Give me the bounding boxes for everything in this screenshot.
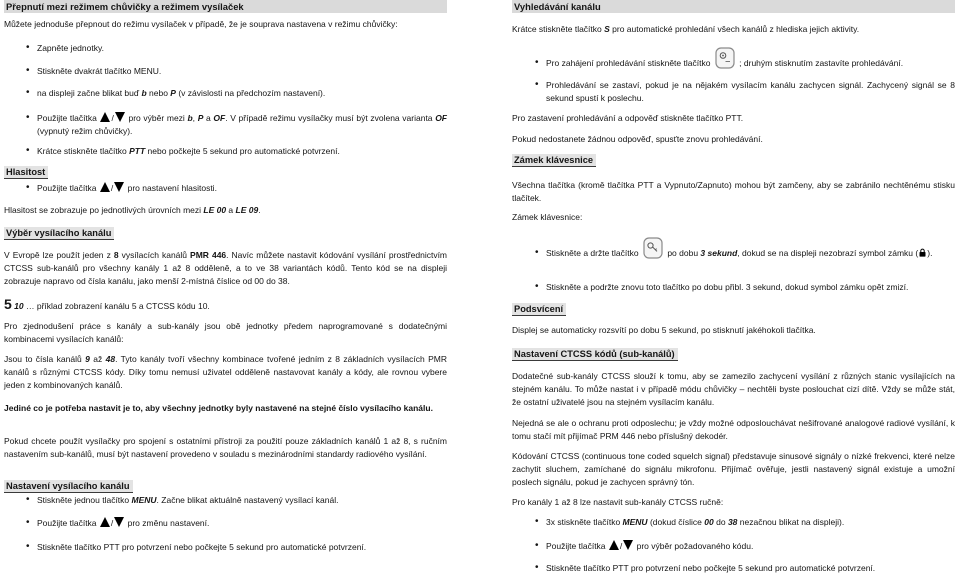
list-item: [37, 145, 447, 158]
text-run: Stiskněte a podržte znovu toto tlačítko po dobu přibl. 3 sekund, dokud symbol zámku opět zmizí.: [546, 282, 909, 292]
backlight-text: Displej se automaticky rozsvítí po dobu 5 sekund, po stisknutí jakéhokoli tlačítka.: [512, 325, 816, 335]
mode-switch-intro: Můžete jednoduše přepnout do režimu vysílaček v případě, že je souprava nastavena v režimu chůvičky:: [4, 19, 398, 29]
section-heading-keylock: Zámek klávesnice: [512, 154, 596, 167]
ctcss-paragraph: Dodatečné sub-kanály CTCSS slouží k tomu, aby se zamezilo zachycení vysílání z různých stanic vysílajících na stejném kanálu. To může nastat i v případě módu chůvičky – nechtěli byste poslouchat cizí dítě. Vždy se může stát, že ostatní uživatelé jsou na stejném vysílacím kanálu.: [512, 371, 955, 407]
list-item: [37, 541, 447, 554]
text-run: Stiskněte dvakrát tlačítko MENU.: [37, 66, 162, 76]
channel-paragraph: Pro zjednodušení práce s kanály a sub-kanály jsou obě jednotky předem naprogramované s dodatečnými kombinacemi vysílacích kanálů:: [4, 321, 447, 344]
text-run: Použijte tlačítka: [37, 518, 99, 528]
text-run: Stiskněte jednou tlačítko: [37, 495, 132, 505]
scan-reply-note: Pro zastavení prohledávání a odpověď stiskněte tlačítko PTT.: [512, 113, 744, 123]
emphasized-text: 38: [727, 517, 738, 527]
up-arrow-icon: [100, 182, 110, 192]
list-item: [37, 517, 447, 530]
text-run: V Evropě lze použít jeden z: [4, 250, 114, 260]
text-run: . Navíc můžete nastavit kódování vysílání prostřednictvím CTCSS sub-kanálů pro všechny kanály 1 až 8 odděleně, a to ve 38 variantách kódů. Tento kód se na displeji zobrazuje napravo od čísla kanálu, jako menší 2-místná číslice od 00 do 38.: [4, 250, 448, 286]
down-arrow-icon: [114, 517, 124, 527]
channel-important-note: Jediné co je potřeba nastavit je to, aby všechny jednotky byly nastavené na stejné číslo vysílacího kanálu.: [4, 403, 433, 413]
down-arrow-icon: [623, 540, 633, 550]
text-run: Použijte tlačítka: [37, 183, 99, 193]
emphasized-text: 3 sekund: [700, 248, 738, 258]
text-run: . Tyto kanály tvoří všechny kombinace tvořené jedním z 8 základních vysílacích PMR kanálů s různými CTCSS kódy. Díky tomu nemusí uživatel odděleně nastavovat kanály a kódy, ale rovnou vybere jeden z kombinovaných kanálů.: [4, 354, 448, 390]
down-arrow-icon: [114, 182, 124, 192]
section-heading-channel-setup: Nastavení vysílacího kanálu: [4, 480, 133, 493]
list-item: [546, 516, 955, 529]
text-run: ).: [927, 248, 933, 258]
text-run: a: [226, 205, 236, 215]
list-item: [546, 540, 955, 553]
text-run: … příklad zobrazení kanálu 5 a CTCSS kódu 10.: [23, 301, 210, 311]
text-run: po dobu: [664, 248, 701, 258]
text-run: (vypnutý režim chůvičky).: [37, 125, 133, 136]
up-arrow-icon: [100, 112, 110, 122]
text-run: nezačnou blikat na displeji).: [737, 517, 845, 527]
list-item: [546, 247, 955, 260]
text-run: až: [89, 354, 106, 364]
volume-note: [4, 204, 447, 217]
keylock-label: Zámek klávesnice:: [512, 212, 583, 222]
text-run: Stiskněte tlačítko PTT pro potvrzení nebo počkejte 5 sekund pro automatické potvrzení.: [546, 563, 876, 573]
text-run: ; druhým stisknutím zastavíte prohledávání.: [736, 58, 904, 68]
padlock-icon: [919, 248, 926, 257]
emphasized-text: PMR 446: [190, 250, 227, 260]
list-item: [37, 112, 447, 138]
text-run: Krátce stiskněte tlačítko: [512, 24, 605, 34]
emphasized-text: 5: [4, 296, 12, 312]
emphasized-text: OF: [435, 113, 447, 123]
text-run: /: [111, 113, 114, 123]
emphasized-text: 48: [105, 354, 116, 364]
list-item: [37, 65, 447, 78]
text-run: pro výběr mezi: [125, 113, 188, 123]
emphasized-text: LE 09: [235, 205, 259, 215]
channel-display-example: [4, 297, 447, 314]
section-heading-volume: Hlasitost: [4, 166, 48, 179]
scan-retry-note: Pokud nedostanete žádnou odpověď, spusťte znovu prohledávání.: [512, 134, 763, 144]
text-run: Pro zahájení prohledávání stiskněte tlačítko: [546, 58, 713, 68]
text-run: 3x stiskněte tlačítko: [546, 517, 623, 527]
list-item: [37, 182, 447, 195]
text-run: Stiskněte a držte tlačítko: [546, 248, 641, 258]
lock-button-icon: [643, 248, 663, 256]
ctcss-paragraph: Nejedná se ale o ochranu proti odposlechu; je vždy možné odposlouchávat nešifrované analogové radiové vysílání, k tomu stačí mít přijímač PRM 446 nebo příslušný dekodér.: [512, 418, 955, 441]
emphasized-text: 10: [14, 301, 24, 311]
text-run: do: [713, 517, 728, 527]
channel-paragraph: [4, 353, 447, 391]
text-run: ,: [192, 113, 198, 123]
section-heading-ctcss: Nastavení CTCSS kódů (sub-kanálů): [512, 348, 678, 361]
emphasized-text: MENU: [622, 517, 648, 527]
text-run: (v závislosti na předchozím nastavení).: [175, 88, 326, 98]
text-run: Zapněte jednotky.: [37, 43, 104, 53]
text-run: pro automatické prohledání všech kanálů z hlediska jejich aktivity.: [609, 24, 860, 34]
emphasized-text: 8: [113, 250, 119, 260]
text-run: Krátce stiskněte tlačítko: [37, 146, 130, 156]
text-run: Použijte tlačítka: [37, 113, 100, 123]
list-item: [37, 87, 447, 100]
text-run: Hlasitost se zobrazuje po jednotlivých úrovních mezi: [4, 205, 204, 215]
text-run: vysílacích kanálů: [118, 250, 191, 260]
emphasized-text: PTT: [129, 146, 146, 156]
text-run: /: [110, 183, 114, 193]
text-run: (dokud číslice: [647, 517, 705, 527]
text-run: , dokud se na displeji nezobrazí symbol zámku (: [737, 248, 919, 258]
keylock-intro: Všechna tlačítka (kromě tlačítka PTT a Vypnuto/Zapnuto) mohou být zamčeny, aby se zabránilo nechtěnému stisku tlačítek.: [512, 180, 955, 203]
scan-button-icon: [715, 58, 735, 66]
up-arrow-icon: [100, 517, 110, 527]
text-run: pro výběr požadovaného kódu.: [634, 541, 754, 551]
down-arrow-icon: [115, 112, 125, 122]
text-run: /: [619, 541, 623, 551]
up-arrow-icon: [609, 540, 619, 550]
emphasized-text: b: [141, 88, 147, 98]
ctcss-paragraph: Kódování CTCSS (continuous tone coded squelch signal) představuje sinusové signály o nízké frekvenci, které nelze zachytit sluchem, zamíchané do signálu mikrofonu. Přijímač ověřuje, jestli nastavený signál existuje a umožní poslech signálu, pokud je zachycen správný tón.: [512, 451, 955, 487]
text-run: Jsou to čísla kanálů: [4, 354, 86, 364]
channel-paragraph: [4, 249, 447, 287]
emphasized-text: 9: [85, 354, 90, 364]
list-item: [37, 494, 447, 507]
list-item: [546, 562, 955, 575]
text-run: na displeji začne blikat buď: [37, 88, 142, 98]
text-run: .: [258, 205, 261, 215]
section-title-mode-switch: Přepnutí mezi režimem chůvičky a režimem vysílaček: [4, 0, 447, 13]
text-run: Prohledávání se zastaví, pokud je na nějakém vysílacím kanálu zachycen signál. Zachycený signál se 8 sekund spustí k poslechu.: [546, 80, 955, 103]
channel-paragraph: Pokud chcete použít vysílačky pro spojení s ostatními přístroji za použití pouze základních kanálů 1 až 8, s ručním nastavením sub-kanálů, musí být nastavení provedeno v souladu s mezinárodními standardy radiového vysílání.: [4, 436, 447, 459]
text-run: /: [110, 518, 114, 528]
section-heading-backlight: Podsvícení: [512, 303, 566, 316]
text-run: Použijte tlačítka: [546, 541, 608, 551]
list-item: [546, 79, 955, 105]
list-item: [546, 57, 955, 70]
emphasized-text: OF: [213, 113, 226, 123]
emphasized-text: b: [187, 113, 193, 123]
text-run: . Začne blikat aktuálně nastavený vysílací kanál.: [156, 495, 339, 505]
section-heading-channel-select: Výběr vysílacího kanálu: [4, 227, 114, 240]
text-run: a: [203, 113, 214, 123]
section-title-channel-scan: Vyhledávání kanálu: [512, 0, 955, 13]
list-item: [546, 281, 955, 294]
scan-intro: [512, 23, 955, 36]
ctcss-paragraph: Pro kanály 1 až 8 lze nastavit sub-kanály CTCSS ručně:: [512, 497, 724, 507]
text-run: nebo počkejte 5 sekund pro automatické potvrzení.: [145, 146, 340, 156]
text-run: pro nastavení hlasitosti.: [125, 183, 217, 193]
emphasized-text: P: [170, 88, 176, 98]
emphasized-text: P: [197, 113, 204, 123]
emphasized-text: LE 00: [203, 205, 227, 215]
list-item: [37, 42, 447, 55]
emphasized-text: S: [604, 24, 610, 34]
text-run: . V případě režimu vysílačky musí být zvolena varianta: [225, 113, 436, 123]
text-run: Stiskněte tlačítko PTT pro potvrzení nebo počkejte 5 sekund pro automatické potvrzení.: [37, 542, 367, 552]
emphasized-text: 00: [704, 517, 714, 527]
emphasized-text: MENU: [131, 495, 157, 505]
text-run: nebo: [146, 88, 171, 98]
text-run: pro změnu nastavení.: [125, 518, 210, 528]
